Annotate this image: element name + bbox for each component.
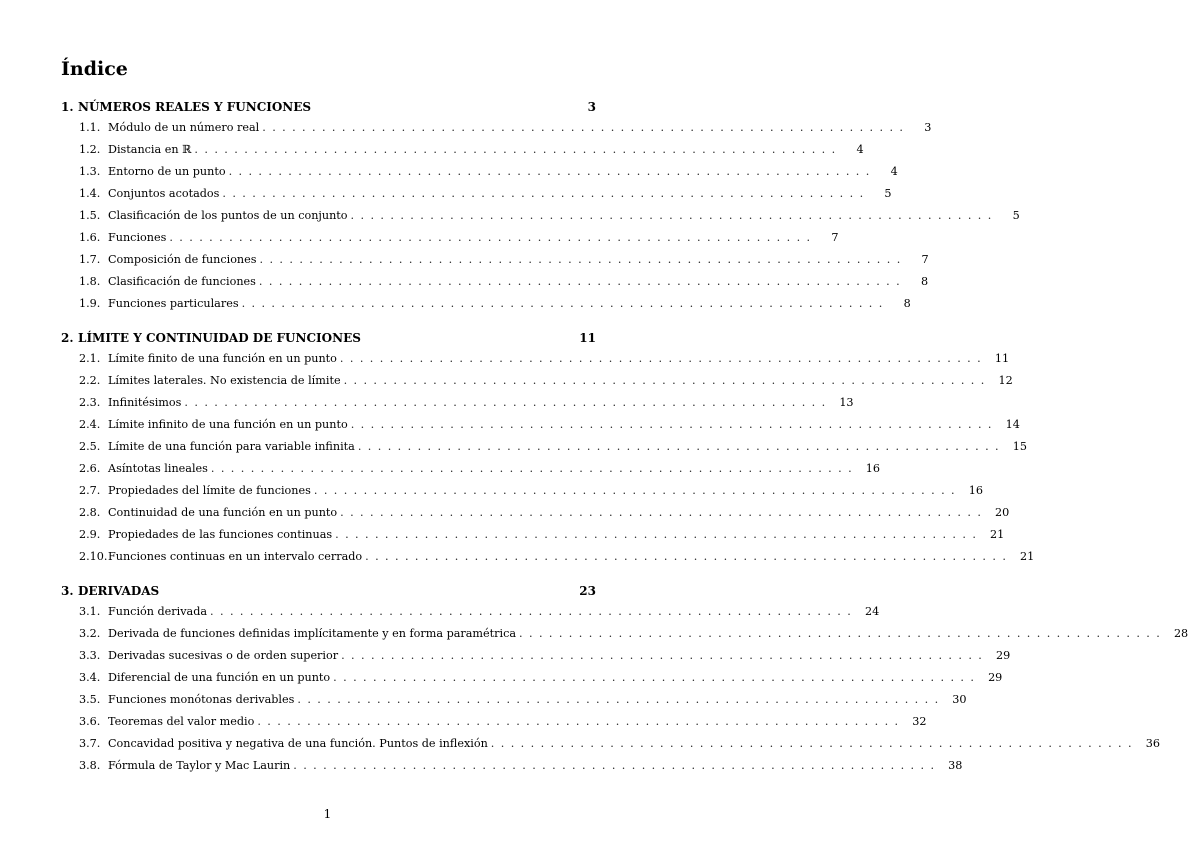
leader-dots: ................................................................. [519,627,1167,640]
section-title: NÚMEROS REALES Y FUNCIONES [78,100,312,114]
entry-page: 30 [952,693,967,706]
leader-dots: ................................................................. [335,528,983,541]
entry-title: Continuidad de una función en un punto [108,505,340,521]
entry-number: 3.1. [79,605,101,618]
leader-dots: ................................................................. [210,462,859,475]
entry-number: 2.2. [79,374,101,387]
entry-number: 2.8. [79,506,101,519]
entry-number: 3.6. [79,715,101,728]
toc-section-1[interactable] [61,100,596,118]
entry-page: 28 [1173,627,1188,640]
leader-dots: ................................................................. [293,759,941,772]
entry-title: Módulo de un número real [108,120,262,136]
leader-dots: ................................................................. [169,231,817,244]
entry-title: Fórmula de Taylor y Mac Laurin [108,758,293,774]
entry-title: Propiedades de las funciones continuas [108,527,335,543]
page-number: 1 [323,807,332,821]
entry-title: Funciones monótonas derivables [108,692,297,708]
toc-entry[interactable] [79,186,892,202]
toc-entry[interactable] [79,395,854,411]
entry-number: 1.7. [79,253,101,266]
toc-entry[interactable] [79,505,1010,521]
toc-entry[interactable] [79,758,963,774]
entry-title: Derivada de funciones definidas implícitamente y en forma paramétrica [108,626,519,642]
toc-entry[interactable] [79,604,880,620]
entry-title: Asíntotas lineales [108,461,211,477]
leader-dots: ................................................................. [228,165,876,178]
entry-title: Clasificación de funciones [108,274,259,290]
entry-number: 3.5. [79,693,101,706]
entry-number: 1.1. [79,121,101,134]
toc-entry[interactable] [79,120,932,136]
entry-page: 4 [890,165,898,178]
entry-page: 24 [864,605,880,618]
entry-number: 3.7. [79,737,101,750]
leader-dots: ................................................................. [184,396,832,409]
toc-entry[interactable] [79,351,1010,367]
toc-section-3[interactable] [61,584,596,602]
entry-page: 29 [995,649,1011,662]
leader-dots: ................................................................. [333,671,981,684]
entry-title: Diferencial de una función en un punto [108,670,333,686]
entry-title: Límite infinito de una función en un punto [108,417,351,433]
entry-page: 32 [912,715,927,728]
entry-title: Conjuntos acotados [108,186,222,202]
entry-page: 20 [995,506,1010,519]
entry-number: 2.4. [79,418,101,431]
entry-page: 36 [1145,737,1160,750]
section-title: DERIVADAS [78,584,160,598]
toc-entry[interactable] [79,439,1027,455]
entry-page: 4 [856,143,864,156]
entry-number: 2.10. [79,550,108,563]
index-heading: Índice [61,58,128,80]
section-number: 2. [61,331,74,345]
entry-page: 21 [990,528,1005,541]
section-page: 23 [579,584,596,598]
entry-page: 12 [998,374,1013,387]
entry-page: 29 [988,671,1003,684]
entry-page: 11 [994,352,1010,365]
leader-dots: ................................................................. [258,275,907,288]
leader-dots: ................................................................. [222,187,870,200]
entry-title: Funciones [108,230,169,246]
entry-number: 3.4. [79,671,101,684]
toc-entry[interactable] [79,164,898,180]
leader-dots: ................................................................. [259,253,907,266]
entry-number: 3.2. [79,627,101,640]
entry-title: Propiedades del límite de funciones [108,483,314,499]
entry-title: Derivadas sucesivas o de orden superior [108,648,341,664]
entry-page: 5 [1012,209,1020,222]
leader-dots: ................................................................. [365,550,1013,563]
section-number: 3. [61,584,74,598]
leader-dots: ................................................................. [241,297,889,310]
entry-number: 2.9. [79,528,101,541]
entry-page: 16 [968,484,984,497]
entry-title: Composición de funciones [108,252,260,268]
entry-page: 7 [831,231,839,244]
entry-page: 15 [1012,440,1027,453]
toc-entry[interactable] [79,626,1188,642]
toc-entry[interactable] [79,648,1011,664]
entry-page: 5 [884,187,892,200]
toc-section-2[interactable] [61,331,596,349]
toc-entry[interactable] [79,417,1020,433]
section-page: 3 [587,100,596,114]
entry-page: 13 [839,396,854,409]
toc-entry[interactable] [79,692,967,708]
toc-entry[interactable] [79,714,927,730]
entry-number: 1.6. [79,231,101,244]
leader-dots: ................................................................. [262,121,910,134]
leader-dots: ................................................................. [350,418,998,431]
toc-entry[interactable] [79,736,1160,752]
entry-number: 2.5. [79,440,101,453]
leader-dots: ................................................................. [357,440,1005,453]
toc-entry[interactable] [79,230,839,246]
entry-title: Límites laterales. No existencia de límite [108,373,344,389]
leader-dots: ................................................................. [257,715,905,728]
toc-entry[interactable] [79,274,929,290]
leader-dots: ................................................................. [490,737,1138,750]
entry-page: 8 [920,275,929,288]
toc-entry[interactable] [79,373,1013,389]
toc-entry[interactable] [79,142,864,158]
toc-entry[interactable] [79,208,1020,224]
toc-entry[interactable] [79,527,1005,543]
entry-page: 21 [1020,550,1035,563]
entry-number: 2.1. [79,352,101,365]
entry-title: Funciones particulares [108,296,242,312]
entry-page: 7 [921,253,929,266]
entry-title: Funciones continuas en un intervalo cerrado [108,549,365,565]
entry-title: Clasificación de los puntos de un conjunto [108,208,351,224]
entry-number: 3.3. [79,649,101,662]
entry-page: 8 [903,297,911,310]
toc-entry[interactable] [79,296,911,312]
section-title: LÍMITE Y CONTINUIDAD DE FUNCIONES [78,331,361,345]
entry-number: 2.7. [79,484,101,497]
toc-entry[interactable] [79,549,1035,565]
entry-number: 2.3. [79,396,101,409]
section-page: 11 [579,331,596,345]
toc-entry[interactable] [79,461,881,477]
entry-number: 1.3. [79,165,101,178]
entry-number: 1.4. [79,187,101,200]
leader-dots: ................................................................. [210,605,858,618]
toc-entry[interactable] [79,252,929,268]
entry-page: 14 [1005,418,1020,431]
leader-dots: ................................................................. [194,143,842,156]
leader-dots: ................................................................. [340,506,988,519]
entry-number: 1.9. [79,297,101,310]
entry-title: Concavidad positiva y negativa de una función. Puntos de inflexión [108,736,491,752]
entry-title: Límite de una función para variable infinita [108,439,358,455]
entry-title: Distancia en ℝ [108,142,194,158]
leader-dots: ................................................................. [341,649,989,662]
entry-title: Entorno de un punto [108,164,229,180]
entry-number: 2.6. [79,462,101,475]
toc-entry[interactable] [79,483,984,499]
entry-number: 1.2. [79,143,101,156]
entry-number: 3.8. [79,759,101,772]
entry-page: 3 [924,121,932,134]
leader-dots: ................................................................. [339,352,988,365]
entry-page: 38 [948,759,963,772]
entry-title: Infinitésimos [108,395,184,411]
entry-number: 1.5. [79,209,101,222]
toc-entry[interactable] [79,670,1003,686]
leader-dots: ................................................................. [297,693,945,706]
section-number: 1. [61,100,74,114]
leader-dots: ................................................................. [313,484,962,497]
entry-title: Función derivada [108,604,210,620]
leader-dots: ................................................................. [343,374,991,387]
entry-title: Teoremas del valor medio [108,714,257,730]
entry-number: 1.8. [79,275,101,288]
entry-page: 16 [865,462,881,475]
leader-dots: ................................................................. [350,209,998,222]
entry-title: Límite finito de una función en un punto [108,351,340,367]
